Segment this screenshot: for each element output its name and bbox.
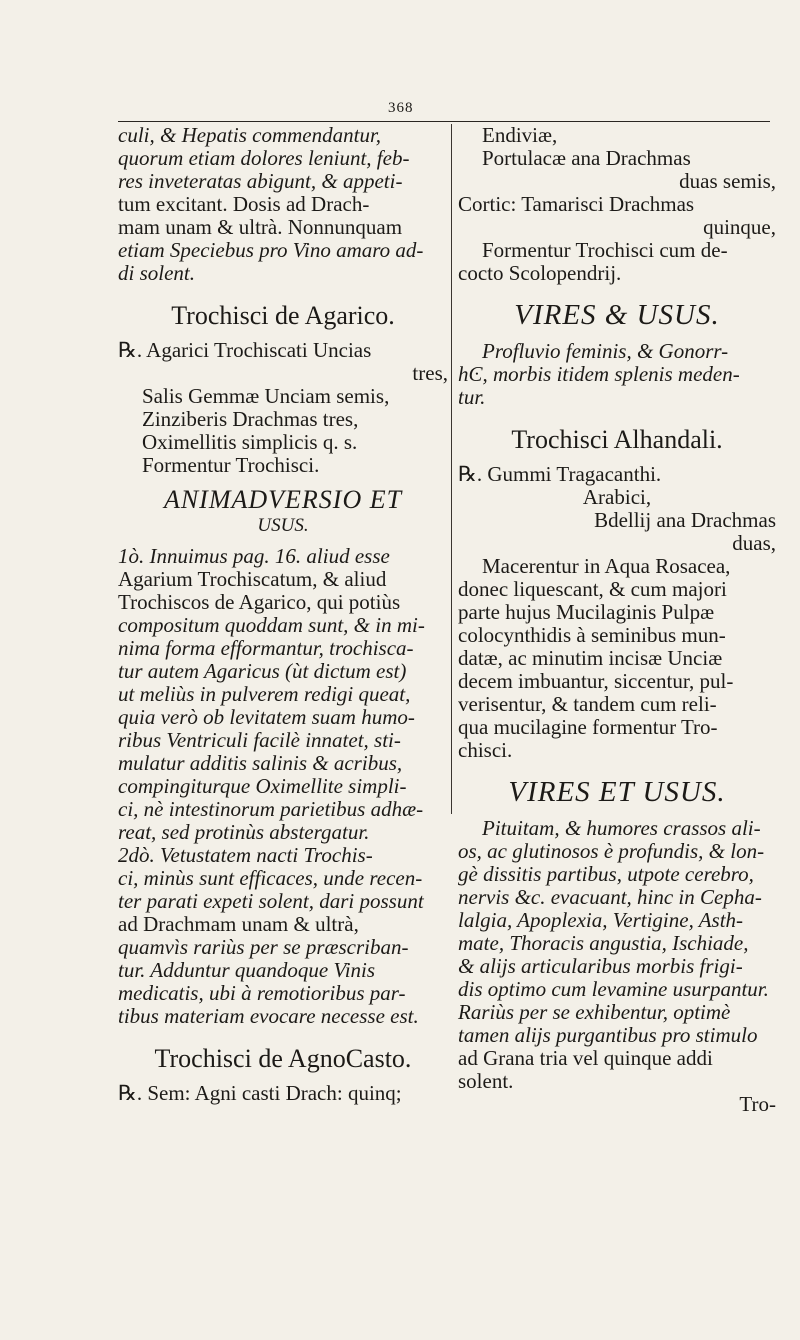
text-line: quorum etiam dolores leniunt, feb- [118,146,410,170]
text-line: di solent. [118,261,195,285]
text-line: tum excitant. Dosis ad Drach- [118,192,370,216]
recipe-line: Formentur Trochisci cum de- [482,238,728,262]
recipe-line: duas, [732,531,776,555]
text-line: tur autem Agaricus (ùt dictum est) [118,659,407,683]
recipe-line: ℞. Gummi Tragacanthi. [458,462,662,486]
recipe-line: duas semis, [679,169,776,193]
text-line: ad Drachmam unam & ultrà, [118,912,359,936]
text-line: nervis &c. evacuant, hinc in Cepha- [458,885,762,909]
text-line: ut meliùs in pulverem redigi queat, [118,682,411,706]
text-line: nima forma efformantur, trochisca- [118,636,414,660]
text-line: culi, & Hepatis commendantur, [118,123,382,147]
text-line: verisentur, & tandem cum reli- [458,692,717,716]
text-line: Rariùs per se exhibentur, optimè [458,1000,731,1024]
section-heading: VIRES ET USUS. [508,776,726,808]
section-heading: ANIMADVERSIO ET [163,485,403,514]
text-line: tur. [458,385,486,409]
text-line: colocynthidis à seminibus mun- [458,623,726,647]
section-heading: Trochisci de AgnoCasto. [154,1044,412,1073]
column-divider [451,124,452,814]
section-heading: Trochisci Alhandali. [511,425,723,454]
recipe-line: Zinziberis Drachmas tres, [142,407,359,431]
recipe-alhandali [458,463,776,762]
text-line: hϾ, morbis itidem splenis meden- [458,362,740,386]
text-line: reat, sed protinùs abstergatur. [118,820,370,844]
text-line: etiam Speciebus pro Vino amaro ad- [118,238,424,262]
text-line: datæ, ac minutim incisæ Unciæ [458,646,723,670]
text-line: Macerentur in Aqua Rosacea, [482,554,731,578]
text-line: res inveteratas abigunt, & appeti- [118,169,403,193]
recipe-line: Endiviæ, [482,123,558,147]
text-line: 2dò. Vetustatem nacti Trochis- [118,843,373,867]
recipe-line: Formentur Trochisci. [142,453,320,477]
text-line: ad Grana tria vel quinque addi [458,1046,713,1070]
left-column [118,124,448,1105]
text-line: quamvìs rariùs per se præscriban- [118,935,409,959]
recipe-line: tres, [412,361,448,385]
recipe-line: Bdellij ana Drachmas [594,508,776,532]
left-intro [118,124,448,285]
text-line: Profluvio feminis, & Gonorr- [482,339,729,363]
text-line: chisci. [458,738,513,762]
recipe-line: Salis Gemmæ Unciam semis, [142,384,390,408]
text-line: lalgia, Apoplexia, Vertigine, Asth- [458,908,744,932]
text-line: tur. Adduntur quandoque Vinis [118,958,376,982]
text-line: decem imbuantur, siccentur, pul- [458,669,734,693]
text-line: mam unam & ultrà. Nonnunquam [118,215,403,239]
text-line: quia verò ob levitatem suam humo- [118,705,415,729]
recipe-line: quinque, [703,215,776,239]
text-line: Agarium Trochiscatum, & aliud [118,567,387,591]
text-line: ci, minùs sunt efficaces, unde recen- [118,866,423,890]
text-line: os, ac glutinosos è profundis, & lon- [458,839,765,863]
text-line: ribus Ventriculi facilè innatet, sti- [118,728,401,752]
recipe-agarico [118,339,448,477]
header-rule [118,121,770,122]
page-number: 368 [388,100,414,116]
text-line: mate, Thoracis angustia, Ischiade, [458,931,749,955]
text-line: gè dissitis partibus, utpote cerebro, [458,862,754,886]
recipe-line: Arabici, [582,485,652,509]
text-line: qua mucilagine formentur Tro- [458,715,718,739]
page-header [118,100,768,122]
text-line: compingiturque Oximellite simpli- [118,774,407,798]
right-intro [458,124,776,285]
recipe-line: Portulacæ ana Drachmas [482,146,691,170]
text-line: 1ò. Innuimus pag. 16. aliud esse [118,544,390,568]
section-subheading: USUS. [257,515,309,536]
text-line: Trochiscos de Agarico, qui potiùs [118,590,401,614]
text-line: Pituitam, & humores crassos ali- [482,816,761,840]
text-line: solent. [458,1069,514,1093]
text-line: parte hujus Mucilaginis Pulpæ [458,600,715,624]
recipe-line: Oximellitis simplicis q. s. [142,430,358,454]
text-line: medicatis, ubi à remotioribus par- [118,981,406,1005]
text-line: & alijs articularibus morbis frigi- [458,954,743,978]
recipe-line: Cortic: Tamarisci Drachmas [458,192,695,216]
text-line: mulatur additis salinis & acribus, [118,751,403,775]
text-line: tibus materiam evocare necesse est. [118,1004,419,1028]
catchword: Tro- [739,1092,776,1116]
section-heading: VIRES & USUS. [514,299,720,331]
section-heading: Trochisci de Agarico. [171,301,395,330]
recipe-line: ℞. Sem: Agni casti Drach: quinq; [118,1081,402,1105]
text-line: dis optimo cum levamine usurpantur. [458,977,769,1001]
text-line: ci, nè intestinorum parietibus adhæ- [118,797,424,821]
recipe-line: cocto Scolopendrij. [458,261,622,285]
text-line: compositum quoddam sunt, & in mi- [118,613,425,637]
right-column [458,124,776,1116]
text-line: donec liquescant, & cum majori [458,577,727,601]
vires-text-2 [458,817,776,1093]
animadversio-text [118,545,448,1028]
recipe-line: ℞. Agarici Trochiscati Uncias [118,338,372,362]
text-line: tamen alijs purgantibus pro stimulo [458,1023,758,1047]
vires-text-1 [458,340,776,409]
text-line: ter parati expeti solent, dari possunt [118,889,424,913]
